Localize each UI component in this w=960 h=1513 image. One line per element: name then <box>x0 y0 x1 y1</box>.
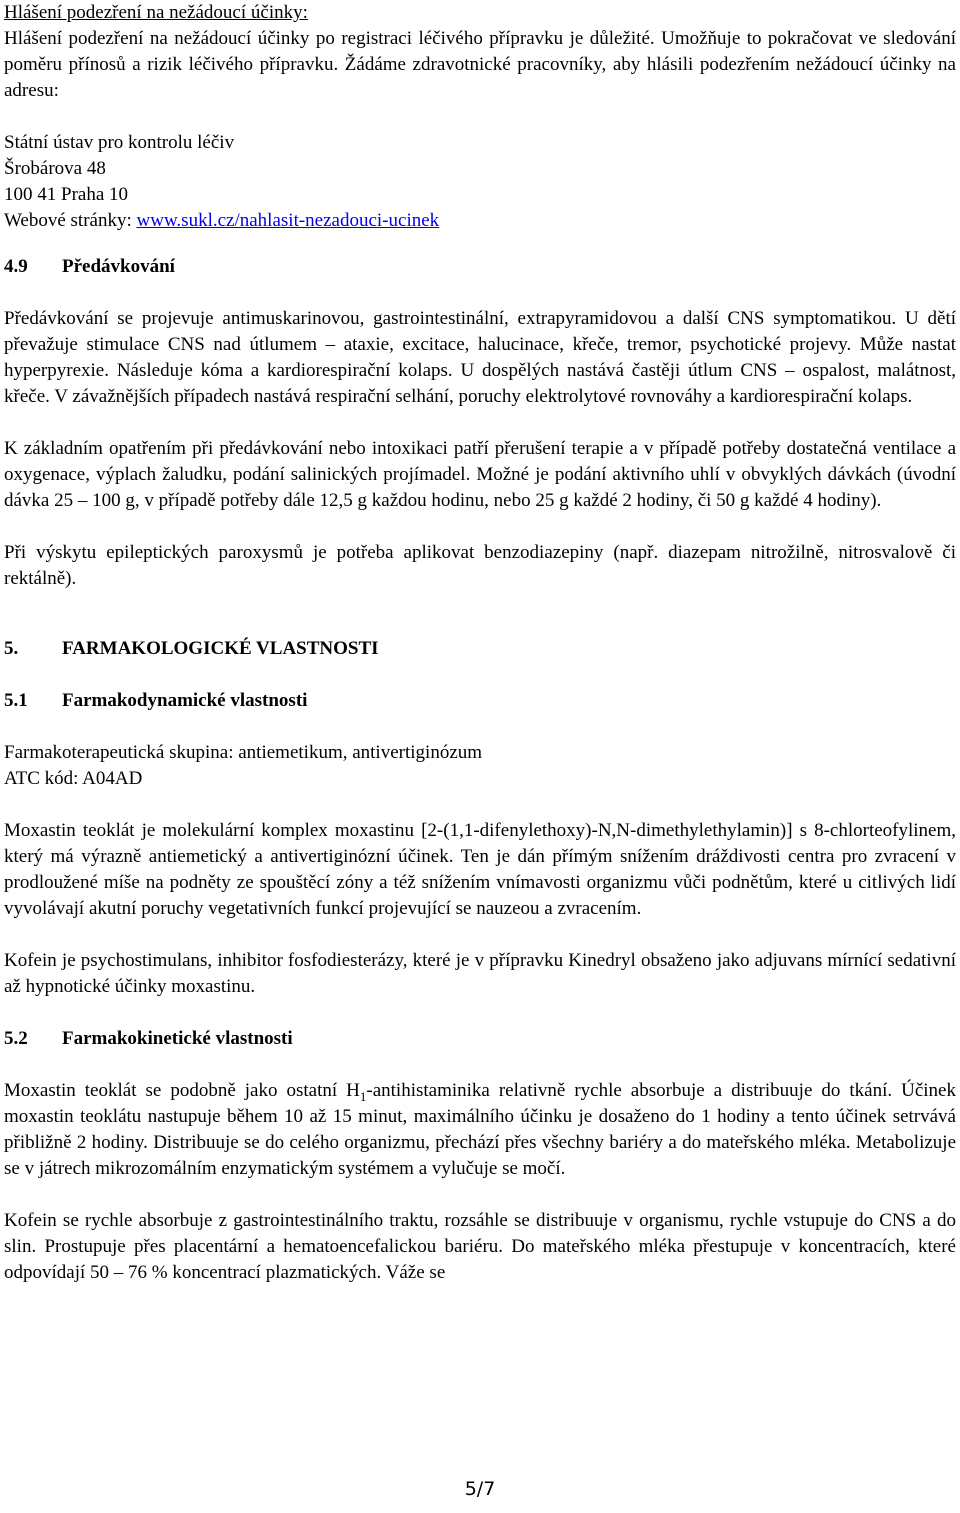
overdose-paragraph-2: K základním opatřením při předávkování nebo intoxikaci patří přerušení terapie a v případě potřeby dostatečná ventilace a oxygenace, výplach žaludku, podání salinických projímadel. Možné je podání aktivního uhlí v obvyklých dávkách (úvodní dávka 25 – 100 g, v případě potřeby dále 12,5 g každou hodinu, nebo 25 g každé 2 hodiny, či 50 g každé 4 hodiny). <box>4 438 956 511</box>
section-title: Předávkování <box>62 256 175 277</box>
atc-code-line: ATC kód: A04AD <box>4 768 143 789</box>
section-number: 4.9 <box>4 256 28 277</box>
web-link[interactable]: www.sukl.cz/nahlasit-nezadouci-ucinek <box>136 210 440 231</box>
section-title: Farmakodynamické vlastnosti <box>62 690 308 711</box>
section-title: Farmakokinetické vlastnosti <box>62 1028 293 1049</box>
web-line <box>4 208 956 234</box>
section-5-2-heading <box>4 1026 956 1052</box>
subscript: 1 <box>359 1088 367 1104</box>
pharmacokinetics-paragraph-2: Kofein se rychle absorbuje z gastrointestinálního traktu, rozsáhle se distribuuje v organismu, rychle vstupuje do CNS a do slin. Prostupuje přes placentární a hematoencefalickou bariéru. Do mateřského mléka přestupuje v koncentracích, které odpovídají 50 – 76 % koncentrací plazmatických. Váže se <box>4 1210 956 1283</box>
section-number: 5.2 <box>4 1028 28 1049</box>
reporting-paragraph: Hlášení podezření na nežádoucí účinky po registraci léčivého přípravku je důležité. Umožňuje to pokračovat ve sledování poměru přínosů a rizik léčivého přípravku. Žádáme zdravotnické pracovníky, aby hlásili podezřením nežádoucí účinky na adresu: <box>4 28 956 101</box>
pharmacodynamics-paragraph-1: Moxastin teoklát je molekulární komplex moxastinu [2-(1,1-difenylethoxy)-N,N-dimethylethylamin)] s 8-chlorteofylinem, který má výrazně antiemetický a antivertiginózní účinek. Ten je dán přímým snížením dráždivosti centra pro zvracení v prodloužené míše na podněty ze spouštěcí zóny a též snížením vnímavosti organizmu vůči podnětům, které u citlivých lidí vyvolávají akutní poruchy vegetativních funkcí projevující se nauzeou a zvracením. <box>4 820 956 919</box>
text-part: Moxastin teoklát se podobně jako ostatní H <box>4 1080 360 1101</box>
pharmacodynamics-paragraph-2: Kofein je psychostimulans, inhibitor fosfodiesterázy, které je v přípravku Kinedryl obsaženo jako adjuvans mírnící sedativní až hypnotické účinky moxastinu. <box>4 950 956 997</box>
web-label: Webové stránky: <box>4 210 137 231</box>
section-number: 5. <box>4 638 19 659</box>
pharmacokinetics-paragraph-1 <box>4 1078 956 1182</box>
address-line-3: 100 41 Praha 10 <box>4 184 129 205</box>
pharmaco-group-line: Farmakoterapeutická skupina: antiemetikum, antivertiginózum <box>4 742 483 763</box>
address-line-2: Šrobárova 48 <box>4 158 106 179</box>
section-number: 5.1 <box>4 690 28 711</box>
overdose-paragraph-3: Při výskytu epileptických paroxysmů je potřeba aplikovat benzodiazepiny (např. diazepam nitrožilně, nitrosvalově či rektálně). <box>4 542 956 589</box>
section-4-9-heading <box>4 254 956 280</box>
overdose-paragraph-1: Předávkování se projevuje antimuskarinovou, gastrointestinální, extrapyramidovou a další CNS symptomatikou. U dětí převažuje stimulace CNS nad útlumem – ataxie, excitace, halucinace, křeče, tremor, psychotické projevy. Může nastat hyperpyrexie. Následuje kóma a kardiorespirační kolaps. U dospělých nastává častěji útlum CNS – ospalost, malátnost, křeče. V závažnějších případech nastává respirační selhání, poruchy elektrolytové rovnováhy a kardiorespirační kolaps. <box>4 308 956 407</box>
address-line-1: Státní ústav pro kontrolu léčiv <box>4 132 235 153</box>
text-part: -antihistaminika relativně rychle absorbuje a distribuuje do tkání. Účinek moxastin teoklátu nastupuje během 10 až 15 minut, maximálního účinku je dosaženo do 1 hodiny a tento účinek setrvává přibližně 2 hodiny. Distribuuje se do celého organizmu, přechází přes všechny bariéry a do mateřského mléka. Metabolizuje se v játrech mikrozomálním enzymatickým systémem a vylučuje se močí. <box>4 1080 956 1179</box>
section-title: FARMAKOLOGICKÉ VLASTNOSTI <box>62 638 379 659</box>
reporting-title: Hlášení podezření na nežádoucí účinky: <box>4 2 308 23</box>
page-number: 5/7 <box>464 1478 496 1500</box>
section-5-1-heading <box>4 688 956 714</box>
document-page <box>4 0 956 1286</box>
section-5-heading <box>4 636 956 662</box>
